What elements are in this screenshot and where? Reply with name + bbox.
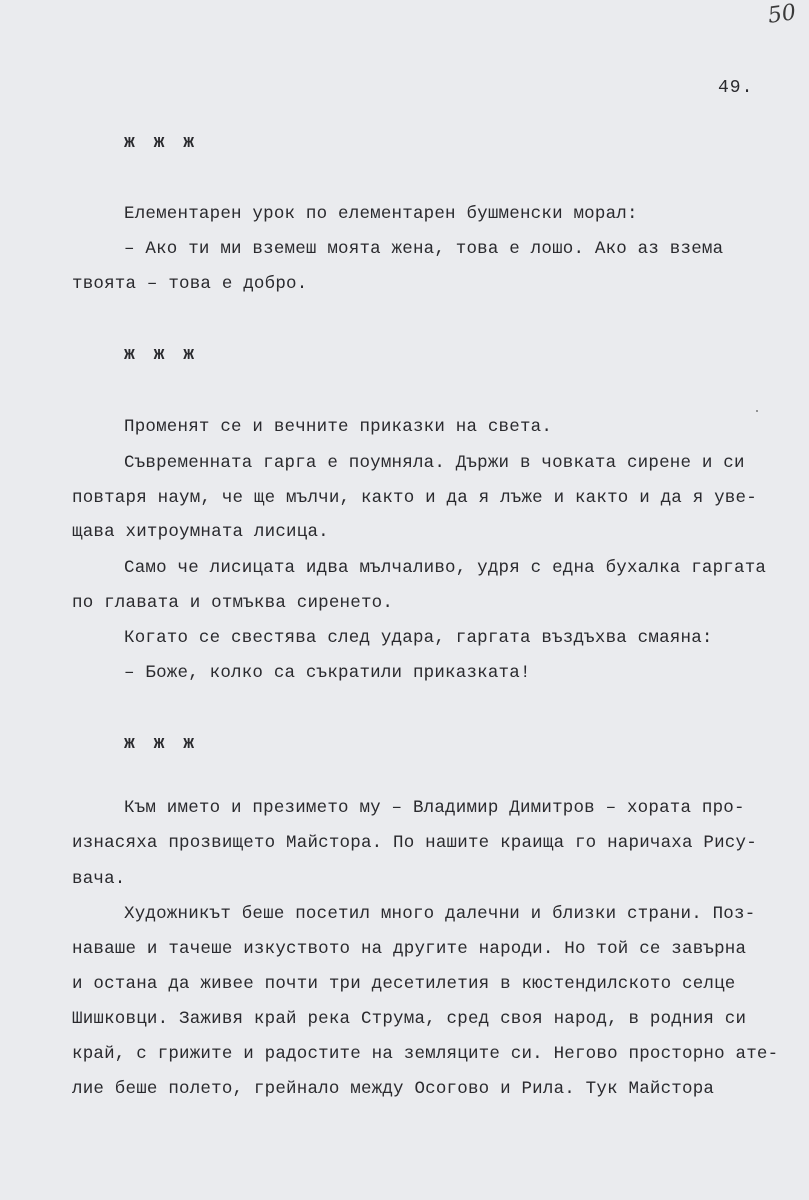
section-separator: ж ж ж (124, 133, 199, 153)
text-line: Към името и презимето му – Владимир Димитров – хората про- (124, 798, 745, 818)
section-separator: ж ж ж (124, 734, 199, 754)
text-line: Художникът беше посетил много далечни и близки страни. Поз- (124, 904, 756, 924)
text-line: Съвременната гарга е поумняла. Държи в човката сирене и си (124, 453, 745, 473)
text-line: Шишковци. Заживя край река Струма, сред своя народ, в родния си (72, 1009, 747, 1029)
text-line: Елементарен урок по елементарен бушменски морал: (124, 204, 638, 224)
text-line: твоята – това е добро. (72, 274, 308, 294)
text-line: Когато се свестява след удара, гаргата въздъхва смаяна: (124, 628, 713, 648)
paper-speck (756, 410, 758, 412)
text-line: по главата и отмъква сиренето. (72, 593, 394, 613)
section-separator: ж ж ж (124, 345, 199, 365)
text-line: – Боже, колко са съкратили приказката! (124, 663, 531, 683)
text-line: щава хитроумната лисица. (72, 522, 329, 542)
text-line: – Ако ти ми вземеш моята жена, това е лошо. Ако аз взема (124, 239, 724, 259)
text-line: вача. (72, 869, 126, 889)
text-line: лие беше полето, грейнало между Осогово и Рила. Тук Майстора (72, 1079, 715, 1099)
text-line: повтаря наум, че ще мълчи, както и да я лъже и както и да я уве- (72, 488, 757, 508)
page-number: 49. (718, 78, 754, 98)
text-line: изнасяха прозвището Майстора. По нашите краища го наричаха Рису- (72, 833, 757, 853)
text-line: и остана да живее почти три десетилетия в кюстендилското селце (72, 974, 736, 994)
text-line: край, с грижите и радостите на земляците си. Негово просторно ате- (72, 1044, 779, 1064)
text-line: Променят се и вечните приказки на света. (124, 417, 553, 437)
text-line: наваше и тачеше изкуството на другите народи. Но той се завърна (72, 939, 747, 959)
text-line: Само че лисицата идва мълчаливо, удря с една бухалка гаргата (124, 558, 767, 578)
handwritten-page-number: 50 (766, 0, 798, 29)
